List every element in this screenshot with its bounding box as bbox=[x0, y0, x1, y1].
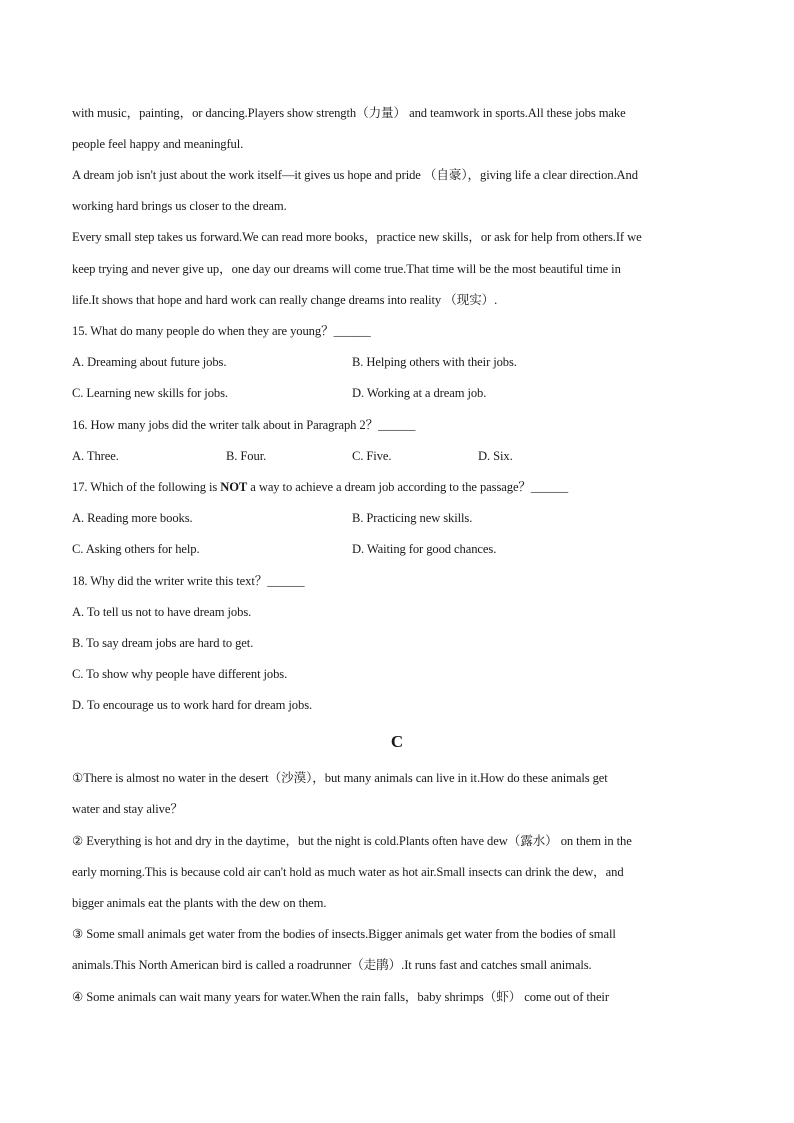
question-16-stem: 16. How many jobs did the writer talk about in Paragraph 2？______ bbox=[72, 418, 416, 432]
passage-b-line: life.It shows that hope and hard work can really change dreams into reality （现实）. bbox=[72, 293, 498, 307]
question-16-option-c[interactable]: C. Five. bbox=[352, 449, 392, 463]
question-18-stem: 18. Why did the writer write this text？______ bbox=[72, 574, 305, 588]
passage-c-line: ④ Some animals can wait many years for water.When the rain falls，baby shrimps（虾） come out of their bbox=[72, 990, 609, 1004]
passage-c-line: animals.This North American bird is called a roadrunner（走鹃）.It runs fast and catches small animals. bbox=[72, 958, 592, 972]
question-17-stem-start: 17. Which of the following is bbox=[72, 480, 221, 494]
question-15-option-b[interactable]: B. Helping others with their jobs. bbox=[352, 355, 517, 369]
question-18-option-a[interactable]: A. To tell us not to have dream jobs. bbox=[72, 605, 252, 619]
passage-b-line: people feel happy and meaningful. bbox=[72, 137, 244, 151]
question-15-option-d[interactable]: D. Working at a dream job. bbox=[352, 386, 487, 400]
passage-b-line: working hard brings us closer to the dream. bbox=[72, 199, 287, 213]
passage-b-line: with music，painting，or dancing.Players show strength（力量） and teamwork in sports.All these jobs make bbox=[72, 106, 626, 120]
question-17-option-c[interactable]: C. Asking others for help. bbox=[72, 542, 200, 556]
question-18-option-b[interactable]: B. To say dream jobs are hard to get. bbox=[72, 636, 254, 650]
question-17-stem-end: a way to achieve a dream job according to the passage？______ bbox=[247, 480, 569, 494]
passage-b-line: keep trying and never give up，one day our dreams will come true.That time will be the most beautiful time in bbox=[72, 262, 621, 276]
passage-b-line: A dream job isn't just about the work itself—it gives us hope and pride （自豪），giving life a clear direction.And bbox=[72, 168, 638, 182]
question-17-option-b[interactable]: B. Practicing new skills. bbox=[352, 511, 473, 525]
question-16-option-d[interactable]: D. Six. bbox=[478, 449, 513, 463]
passage-c-line: ③ Some small animals get water from the bodies of insects.Bigger animals get water from the bodies of small bbox=[72, 927, 616, 941]
passage-b-line: Every small step takes us forward.We can read more books，practice new skills，or ask for help from others.If we bbox=[72, 230, 642, 244]
question-17-option-d[interactable]: D. Waiting for good chances. bbox=[352, 542, 497, 556]
passage-c-line: bigger animals eat the plants with the dew on them. bbox=[72, 896, 327, 910]
question-18-option-c[interactable]: C. To show why people have different jobs. bbox=[72, 667, 288, 681]
question-17-option-a[interactable]: A. Reading more books. bbox=[72, 511, 193, 525]
passage-c-line: early morning.This is because cold air can't hold as much water as hot air.Small insects can drink the dew，and bbox=[72, 865, 624, 879]
passage-c-line: ①There is almost no water in the desert（沙漠），but many animals can live in it.How do these animals get bbox=[72, 771, 608, 785]
section-c-heading: C bbox=[390, 732, 404, 751]
question-15-stem: 15. What do many people do when they are young？______ bbox=[72, 324, 371, 338]
question-18-option-d[interactable]: D. To encourage us to work hard for dream jobs. bbox=[72, 698, 313, 712]
question-17-stem-emphasis: NOT bbox=[220, 480, 248, 494]
passage-c-line: ② Everything is hot and dry in the daytime，but the night is cold.Plants often have dew（露水） on them in the bbox=[72, 834, 632, 848]
passage-c-line: water and stay alive？ bbox=[72, 802, 183, 816]
question-16-option-a[interactable]: A. Three. bbox=[72, 449, 119, 463]
question-15-option-a[interactable]: A. Dreaming about future jobs. bbox=[72, 355, 227, 369]
question-17-stem bbox=[72, 479, 732, 495]
question-16-option-b[interactable]: B. Four. bbox=[226, 449, 267, 463]
question-15-option-c[interactable]: C. Learning new skills for jobs. bbox=[72, 386, 228, 400]
